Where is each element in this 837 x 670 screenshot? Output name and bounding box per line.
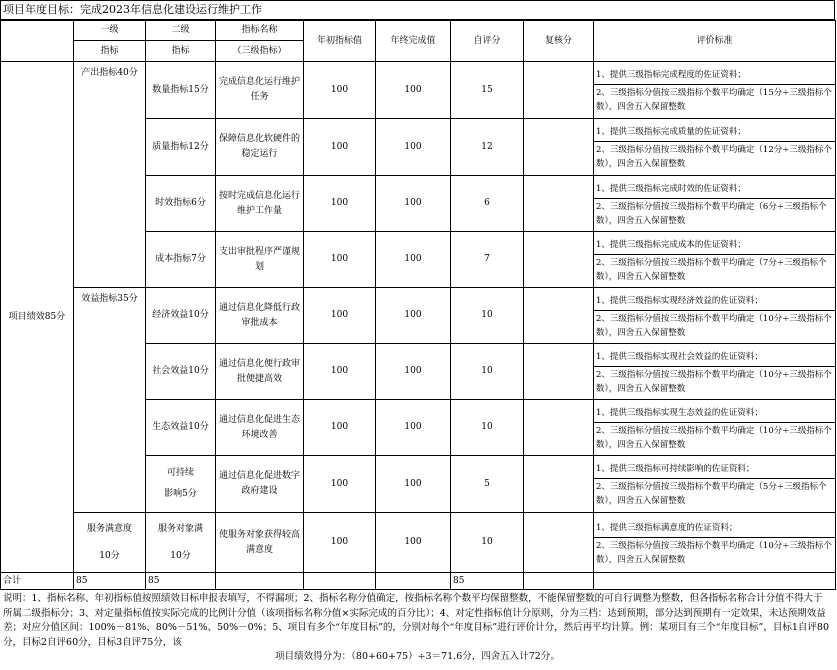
total-empty <box>304 573 376 590</box>
header-level2-bottom: 指标 <box>146 41 216 62</box>
project-annual-goal: 项目年度目标：完成2023年信息化建设运行维护工作 <box>0 0 835 20</box>
criteria-line-2: 2、三级指标分值按三级指标个数平均确定（10分÷三级指标个数），四舍五入保留整数 <box>596 425 832 450</box>
criteria-line-1: 1、提供三级指标完成时效的佐证资料； <box>594 180 835 199</box>
header-initial-value: 年初指标值 <box>304 21 376 62</box>
level2-indicator: 生态效益10分 <box>146 400 216 456</box>
initial-value: 100 <box>304 232 376 288</box>
header-final-value: 年终完成值 <box>376 21 451 62</box>
level2-indicator: 成本指标7分 <box>146 232 216 288</box>
satisfaction-label-bottom: 10分 <box>99 550 120 561</box>
output-indicator-label: 产出指标40分 <box>74 62 146 288</box>
self-score: 10 <box>451 400 524 456</box>
level2-indicator-top: 可持续 <box>166 468 194 478</box>
level2-indicator: 社会效益10分 <box>146 344 216 400</box>
final-value: 100 <box>376 400 451 456</box>
satisfaction-indicator-label <box>74 513 146 573</box>
criteria-line-1: 1、提供三级指标完成质量的佐证资料； <box>594 123 835 142</box>
review-score <box>524 232 594 288</box>
table-row <box>1 288 836 344</box>
header-self-score: 自评分 <box>451 21 524 62</box>
criteria-cell <box>594 344 836 400</box>
criteria-cell <box>594 288 836 344</box>
self-score: 7 <box>451 232 524 288</box>
final-value: 100 <box>376 456 451 513</box>
criteria-line-1: 1、提供三级指标实现经济效益的佐证资料； <box>594 292 835 311</box>
criteria-line-1: 1、提供三级指标实现社会效益的佐证资料； <box>594 348 835 367</box>
explanation-text: 说明：1、指标名称、年初指标值按照绩效目标申报表填写，不得漏项；2、指标名称分值确定，按指标名称个数平均保留整数，不能保留整数的可自行调整为整数，但各指标名称合计分值不得大于所属二级指标分；3、对定量指标值按实际完成的比例计分值（该项指标名称分值×实际完成的百分比）；4、对定性指标值计分原则，分为三档：达到预期，部分达到预期有一定效果，未达预期效益差；对应分值区间：100%－81%、80%－51%、50%－0%；5、项目有多个“年度目标”的，分别对每个“年度目标”进行评价计分，然后再平均计算。例：某项目有三个“年度目标”，目标1自评80分，目标2自评60分，目标3自评75分，该 <box>3 593 830 648</box>
criteria-line-2: 2、三级指标分值按三级指标个数平均确定（10分÷三级指标个数），四舍五入保留整数 <box>596 369 832 394</box>
review-score <box>524 176 594 232</box>
review-score <box>524 400 594 456</box>
indicator-name: 通过信息化便行政审批便捷高效 <box>216 344 304 400</box>
indicator-name: 通过信息化促进数字政府建设 <box>216 456 304 513</box>
final-value: 100 <box>376 513 451 573</box>
level2-indicator <box>146 513 216 573</box>
criteria-line-1: 1、提供三级指标可持续影响的佐证资料； <box>594 460 835 479</box>
review-score <box>524 456 594 513</box>
criteria-line-2: 2、三级指标分值按三级指标个数平均确定（15分÷三级指标个数），四舍五入保留整数 <box>596 88 832 112</box>
level2-indicator <box>146 456 216 513</box>
criteria-cell <box>594 456 836 513</box>
level2-indicator-bottom: 影响5分 <box>164 489 197 499</box>
final-value: 100 <box>376 62 451 119</box>
initial-value: 100 <box>304 513 376 573</box>
criteria-line-2: 2、三级指标分值按三级指标个数平均确定（5分÷三级指标个数），四舍五入保留整数 <box>596 482 827 506</box>
self-score: 6 <box>451 176 524 232</box>
criteria-line-2: 2、三级指标分值按三级指标个数平均确定（10分÷三级指标个数），四舍五入保留整数 <box>596 313 832 338</box>
final-value: 100 <box>376 288 451 344</box>
table-row <box>1 513 836 573</box>
benefit-indicator-label: 效益指标35分 <box>74 288 146 513</box>
total-empty <box>524 573 594 590</box>
criteria-line-2: 2、三级指标分值按三级指标个数平均确定（12分÷三级指标个数），四舍五入保留整数 <box>596 145 832 169</box>
final-value: 100 <box>376 232 451 288</box>
total-empty <box>376 573 451 590</box>
satisfaction-label-top: 服务满意度 <box>86 523 132 534</box>
self-score: 10 <box>451 513 524 573</box>
criteria-line-1: 1、提供三级指标完成成本的佐证资料； <box>594 236 835 255</box>
table-row <box>1 62 836 119</box>
initial-value: 100 <box>304 176 376 232</box>
criteria-line-1: 1、提供三级指标满意度的佐证资料； <box>594 519 835 538</box>
self-score: 15 <box>451 62 524 119</box>
indicator-name: 通过信息化促进生态环境改善 <box>216 400 304 456</box>
criteria-cell <box>594 176 836 232</box>
indicator-name: 按时完成信息化运行维护工作量 <box>216 176 304 232</box>
indicator-name: 使服务对象获得较高满意度 <box>216 513 304 573</box>
initial-value: 100 <box>304 119 376 176</box>
explanation-last-line: 项目绩效得分为：（80+60+75）÷3＝71.6分，四舍五入计72分。 <box>275 651 560 662</box>
evaluation-table <box>0 20 836 590</box>
total-level2: 85 <box>146 573 216 590</box>
header-review-score: 复核分 <box>524 21 594 62</box>
indicator-name: 通过信息化降低行政审批成本 <box>216 288 304 344</box>
self-score: 12 <box>451 119 524 176</box>
header-level3-bottom: （三级指标） <box>216 41 304 62</box>
header-empty-cell <box>1 21 74 62</box>
header-level1-bottom: 指标 <box>74 41 146 62</box>
criteria-cell <box>594 400 836 456</box>
initial-value: 100 <box>304 344 376 400</box>
level2-indicator: 时效指标6分 <box>146 176 216 232</box>
total-empty <box>594 573 836 590</box>
header-level3-top: 指标名称 <box>216 21 304 41</box>
indicator-name: 完成信息化运行维护任务 <box>216 62 304 119</box>
criteria-line-2: 2、三级指标分值按三级指标个数平均确定（7分÷三级指标个数），四舍五入保留整数 <box>596 257 827 282</box>
self-score: 5 <box>451 456 524 513</box>
criteria-cell <box>594 62 836 119</box>
criteria-line-1: 1、提供三级指标完成程度的佐证资料； <box>594 66 835 85</box>
level2-indicator-top: 服务对象满 <box>157 523 203 534</box>
criteria-line-2: 2、三级指标分值按三级指标个数平均确定（10分÷三级指标个数），四舍五入保留整数 <box>596 540 832 565</box>
level2-indicator: 质量指标12分 <box>146 119 216 176</box>
project-performance-label: 项目绩效85分 <box>1 62 74 573</box>
level2-indicator: 经济效益10分 <box>146 288 216 344</box>
criteria-cell <box>594 513 836 573</box>
header-level2-top: 二级 <box>146 21 216 41</box>
final-value: 100 <box>376 119 451 176</box>
review-score <box>524 119 594 176</box>
initial-value: 100 <box>304 62 376 119</box>
total-level1: 85 <box>74 573 146 590</box>
criteria-line-2: 2、三级指标分值按三级指标个数平均确定（6分÷三级指标个数），四舍五入保留整数 <box>596 201 827 226</box>
criteria-cell <box>594 119 836 176</box>
total-row <box>1 573 836 590</box>
review-score <box>524 288 594 344</box>
final-value: 100 <box>376 344 451 400</box>
total-self-score: 85 <box>451 573 524 590</box>
criteria-line-1: 1、提供三级指标实现生态效益的佐证资料； <box>594 404 835 423</box>
indicator-name: 支出审批程序严谨规划 <box>216 232 304 288</box>
self-score: 10 <box>451 344 524 400</box>
explanation-note <box>0 590 835 670</box>
level2-indicator-bottom: 10分 <box>170 550 191 561</box>
review-score <box>524 344 594 400</box>
initial-value: 100 <box>304 400 376 456</box>
level2-indicator: 数量指标15分 <box>146 62 216 119</box>
final-value: 100 <box>376 176 451 232</box>
review-score <box>524 513 594 573</box>
total-empty <box>216 573 304 590</box>
total-label: 合计 <box>1 573 74 590</box>
criteria-cell <box>594 232 836 288</box>
self-score: 10 <box>451 288 524 344</box>
initial-value: 100 <box>304 456 376 513</box>
initial-value: 100 <box>304 288 376 344</box>
header-criteria: 评价标准 <box>594 21 836 62</box>
header-level1-top: 一级 <box>74 21 146 41</box>
review-score <box>524 62 594 119</box>
indicator-name: 保障信息化软硬件的稳定运行 <box>216 119 304 176</box>
